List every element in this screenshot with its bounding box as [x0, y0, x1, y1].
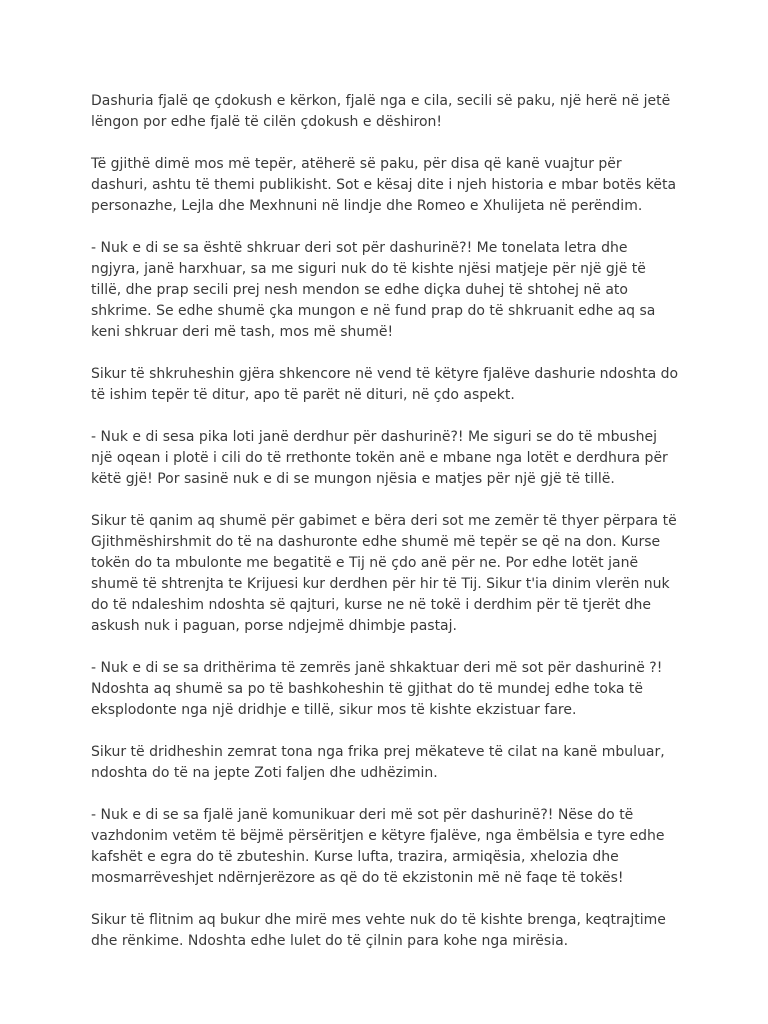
paragraph-7: - Nuk e di se sa drithërima të zemrës janë shkaktuar deri më sot për dashurinë ?! Ndoshta aq shumë sa po të bashkoheshin të gjithat do të mundej edhe toka të eksplodonte nga një dridhje e tillë, sikur mos të kishte ekzistuar fare.	[91, 660, 663, 718]
paragraph-3: - Nuk e di se sa është shkruar deri sot për dashurinë?! Me tonelata letra dhe ngjyra, janë harxhuar, sa me siguri nuk do të kishte njësi matjeje për një gjë të tillë, dhe prap secili prej nesh mendon se edhe diçka duhej të shtohej në ato shkrime. Se edhe shumë çka mungon e në fund prap do të shkruanit edhe aq sa keni shkruar deri më tash, mos më shumë!	[91, 240, 656, 340]
paragraph-4: Sikur të shkruheshin gjëra shkencore në vend të këtyre fjalëve dashurie ndoshta do të ishim tepër të ditur, apo të parët në dituri, në çdo aspekt.	[91, 366, 679, 403]
paragraph-5: - Nuk e di sesa pika loti janë derdhur për dashurinë?! Me siguri se do të mbushej një oqean i plotë i cili do të rrethonte tokën anë e mbane nga lotët e derdhura për këtë gjë! Por sasinë nuk e di se mungon njësia e matjes për një gjë të tillë.	[91, 429, 668, 487]
paragraph-6: Sikur të qanim aq shumë për gabimet e bëra deri sot me zemër të thyer përpara të Gjithmëshirshmit do të na dashuronte edhe shumë më tepër se që na don. Kurse tokën do ta mbulonte me begatitë e Tij në çdo anë për ne. Por edhe lotët janë shumë të shtrenjta te Krijuesi kur derdhen për hir të Tij. Sikur t'ia dinim vlerën nuk do të ndaleshim ndoshta së qajturi, kurse ne në tokë i derdhim për të tjerët dhe askush nuk i paguan, porse ndjejmë dhimbje pastaj.	[91, 513, 677, 634]
document-page	[91, 91, 691, 973]
paragraph-1: Dashuria fjalë qe çdokush e kërkon, fjalë nga e cila, secili së paku, një herë në jetë lëngon por edhe fjalë të cilën çdokush e dëshiron!	[91, 93, 671, 130]
paragraph-8: Sikur të dridheshin zemrat tona nga frika prej mëkateve të cilat na kanë mbuluar, ndoshta do të na jepte Zoti faljen dhe udhëzimin.	[91, 744, 665, 781]
paragraph-9: - Nuk e di se sa fjalë janë komunikuar deri më sot për dashurinë?! Nëse do të vazhdonim vetëm të bëjmë përsëritjen e këtyre fjalëve, nga ëmbëlsia e tyre edhe kafshët e egra do të zbuteshin. Kurse lufta, trazira, armiqësia, xhelozia dhe mosmarrëveshjet ndërnjerëzore as që do të ekzistonin më në faqe të tokës!	[91, 807, 665, 886]
paragraph-10: Sikur të flitnim aq bukur dhe mirë mes vehte nuk do të kishte brenga, keqtrajtime dhe rënkime. Ndoshta edhe lulet do të çilnin para kohe nga mirësia.	[91, 912, 666, 949]
paragraph-2: Të gjithë dimë mos më tepër, atëherë së paku, për disa që kanë vuajtur për dashuri, ashtu të themi publikisht. Sot e kësaj dite i njeh historia e mbar botës këta personazhe, Lejla dhe Mexhnuni në lindje dhe Romeo e Xhulijeta në perëndim.	[91, 156, 677, 214]
